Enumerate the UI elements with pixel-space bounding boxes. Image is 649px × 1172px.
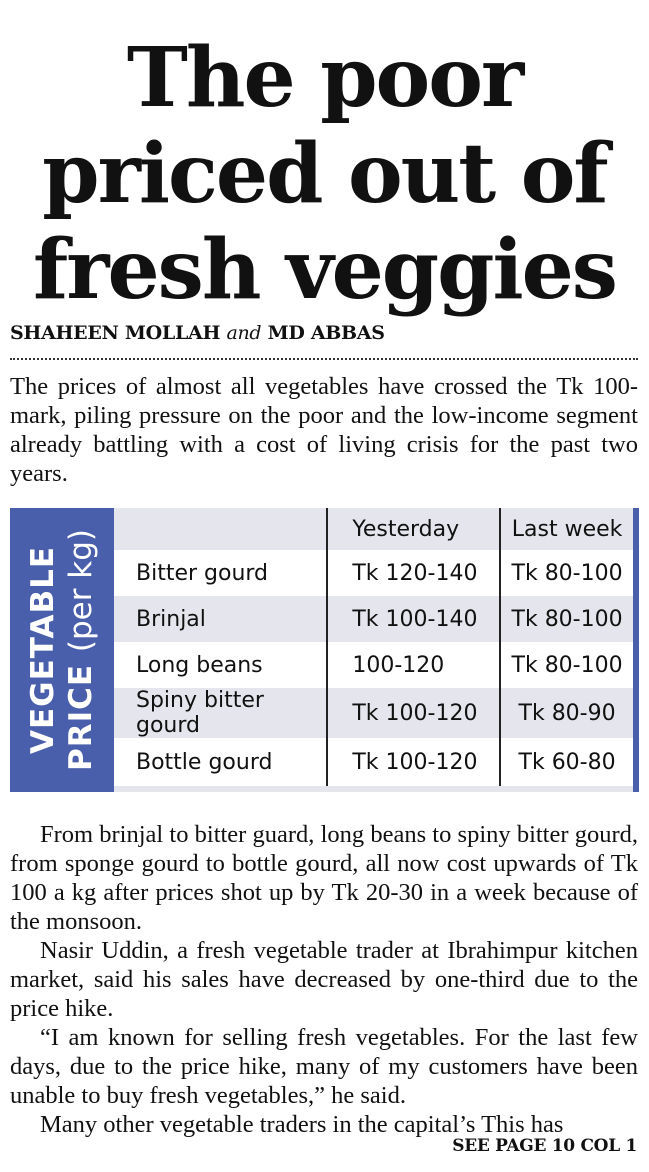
article-body [10, 820, 638, 1139]
row-yesterday: Tk 100-120 [327, 688, 500, 738]
row-yesterday: Tk 100-120 [327, 738, 500, 786]
table-header-row [114, 508, 633, 550]
row-yesterday: 100-120 [327, 642, 500, 688]
row-last-week: Tk 80-100 [500, 596, 633, 642]
side-title-unit: (per kg) [63, 528, 99, 653]
table-row [114, 550, 633, 596]
side-title-line-2 [62, 529, 100, 771]
headline-line-1: The poor [126, 30, 523, 126]
byline-author-2: MD ABBAS [267, 322, 385, 344]
vegetable-price-table [10, 508, 639, 792]
row-vegetable: Bitter gourd [114, 550, 327, 596]
table-row [114, 642, 633, 688]
header-last-week: Last week [500, 508, 633, 550]
row-vegetable: Brinjal [114, 596, 327, 642]
lead-paragraph: The prices of almost all vegetables have crossed the Tk 100-mark, piling pressure on the poor and the low-income segment already battling with a cost of living crisis for the past two years. [10, 373, 638, 487]
row-yesterday: Tk 120-140 [327, 550, 500, 596]
headline-line-3: fresh veggies [33, 222, 616, 318]
row-last-week: Tk 80-100 [500, 642, 633, 688]
byline [10, 322, 385, 344]
continuation-note: SEE PAGE 10 COL 1 [452, 1136, 637, 1156]
article-paragraph: From brinjal to bitter guard, long beans to spiny bitter gourd, from sponge gourd to bottle gourd, all now cost upwards of Tk 100 a kg after prices shot up by Tk 20-30 in a week because of the monsoon. [10, 821, 638, 935]
table-row [114, 596, 633, 642]
headline-line-2: priced out of [42, 126, 607, 222]
byline-conjunction: and [226, 322, 262, 344]
row-last-week: Tk 80-100 [500, 550, 633, 596]
side-title-price: PRICE [63, 663, 99, 772]
table-right-edge [633, 508, 639, 792]
table-row [114, 688, 633, 738]
row-yesterday: Tk 100-140 [327, 596, 500, 642]
headline [0, 30, 649, 318]
header-vegetable [114, 508, 327, 550]
price-grid [114, 508, 633, 786]
row-last-week: Tk 60-80 [500, 738, 633, 786]
article-paragraph: “I am known for selling fresh vegetables. For the last few days, due to the price hike, many of my customers have been unable to buy fresh vegetables,” he said. [10, 1024, 638, 1109]
byline-author-1: SHAHEEN MOLLAH [10, 322, 221, 344]
table-row [114, 738, 633, 786]
row-vegetable: Long beans [114, 642, 327, 688]
side-title-line-1: VEGETABLE [25, 545, 61, 755]
article-paragraph: Nasir Uddin, a fresh vegetable trader at Ibrahimpur kitchen market, said his sales have decreased by one-third due to the price hike. [10, 937, 638, 1022]
row-last-week: Tk 80-90 [500, 688, 633, 738]
article-paragraph: Many other vegetable traders in the capital’s This has [40, 1111, 564, 1138]
header-yesterday: Yesterday [327, 508, 500, 550]
table-side-title [24, 529, 100, 771]
row-vegetable: Bottle gourd [114, 738, 327, 786]
row-vegetable: Spiny bitter gourd [114, 688, 327, 738]
byline-divider [10, 358, 638, 360]
table-side-banner [10, 508, 114, 792]
